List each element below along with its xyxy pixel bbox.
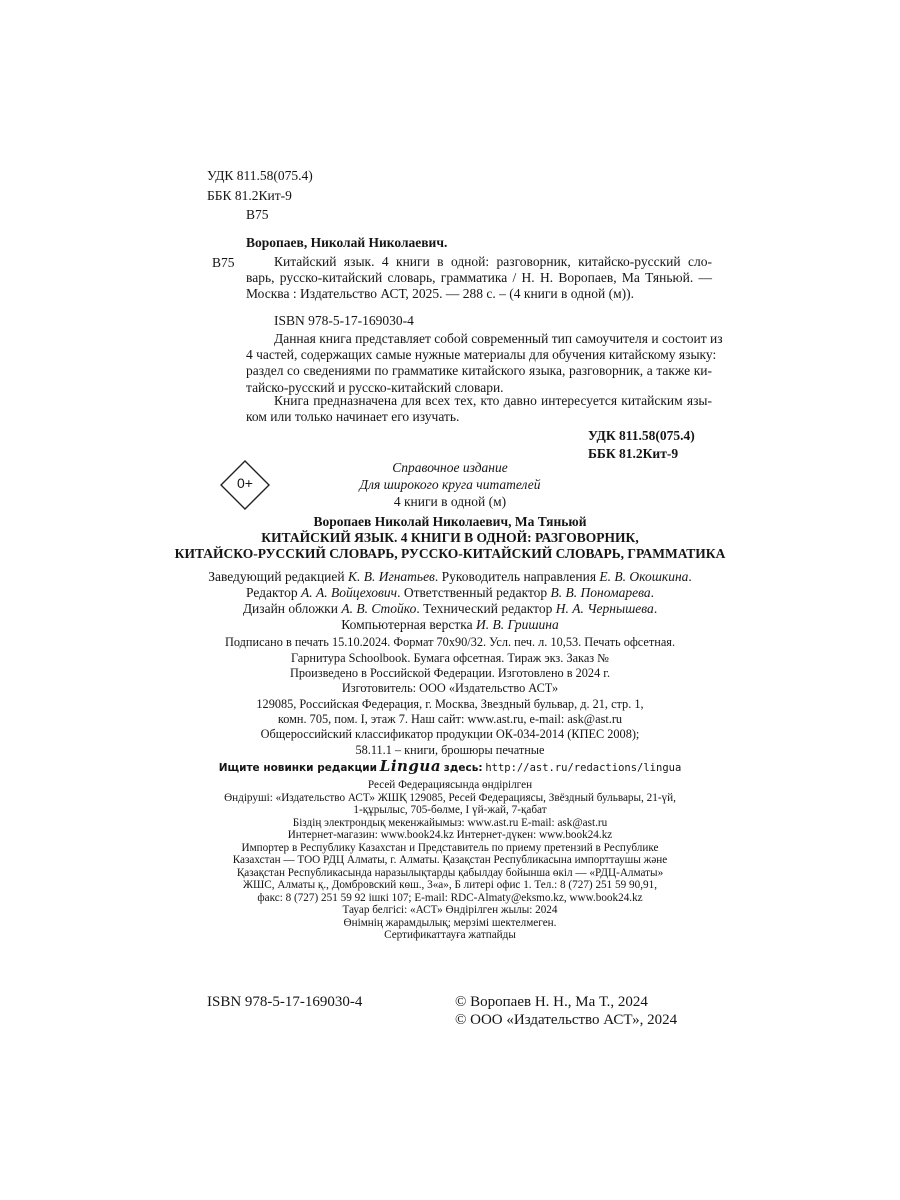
imprint-line: Произведено в Российской Федерации. Изготовлено в 2024 г.	[289, 666, 611, 680]
udk-code: УДК 811.58(075.4)	[207, 168, 313, 183]
annotation-line: Книга предназначена для всех тех, кто давно интересуется китайским язы-	[274, 393, 712, 408]
kazakh-line: Импортер в Республику Казахстан и Представитель по приему претензий в Республике	[241, 841, 659, 854]
staff-line	[150, 617, 750, 633]
lingua-url: http://ast.ru/redactions/lingua	[485, 762, 682, 774]
annotation-line: раздел со сведениями по грамматике китайского языка, разговорник, а также ки-	[246, 363, 712, 379]
staff-role: . Технический редактор	[416, 601, 556, 616]
lingua-logo: Lingua	[379, 757, 442, 775]
catalog-description	[246, 254, 712, 303]
annotation-line: тайско-русский и русско-китайский словари.	[246, 379, 504, 395]
staff-name: А. В. Стойко	[341, 601, 417, 616]
imprint-line: Гарнитура Schoolbook. Бумага офсетная. Тираж экз. Заказ №	[291, 651, 609, 665]
imprint-line: 58.11.1 – книги, брошюры печатные	[355, 743, 545, 757]
copyright-publisher: © ООО «Издательство АСТ», 2024	[455, 1012, 678, 1028]
udk-bold: УДК 811.58(075.4)	[588, 428, 695, 443]
staff-name: В. В. Пономарева	[550, 585, 651, 600]
kazakh-line: Тауар белгісі: «АСТ» Өндірілген жылы: 2024	[342, 904, 558, 916]
title-authors: Воропаев Николай Николаевич, Ма Тяньюй	[313, 514, 587, 529]
catalog-author-heading: Воропаев, Николай Николаевич.	[246, 235, 448, 250]
edition-type: Справочное издание	[392, 460, 508, 475]
staff-role: Заведующий редакцией	[208, 569, 348, 584]
kazakh-line: ЖШС, Алматы қ., Домбровский көш., 3«а», Б литері офис 1. Тел.: 8 (727) 251 59 90,91,	[242, 879, 657, 891]
staff-role: Компьютерная верстка	[341, 617, 477, 632]
description-line: Москва : Издательство АСТ, 2025. — 288 с. – (4 книги в одной (м)).	[246, 286, 634, 302]
kazakh-line: Өнімнің жарамдылық; мерзімі шектелмеген.	[343, 916, 557, 929]
copyright-authors: © Воропаев Н. Н., Ма Т., 2024	[455, 994, 648, 1010]
staff-name: Е. В. Окошкина	[599, 569, 689, 584]
imprint-line: комн. 705, пом. I, этаж 7. Наш сайт: www.ast.ru, e-mail: ask@ast.ru	[277, 712, 623, 726]
staff-role: . Руководитель направления	[434, 569, 600, 584]
kazakh-line: 1-құрылыс, 705-бөлме, I үй-жай, 7-қабат	[353, 804, 547, 816]
staff-line	[150, 569, 750, 585]
imprint-line: Общероссийский классификатор продукции ОК-034-2014 (КПЕС 2008);	[260, 727, 640, 741]
kazakh-imprint	[150, 779, 750, 942]
lingua-middle: здесь:	[443, 762, 483, 774]
edition-audience: Для широкого круга читателей	[359, 477, 541, 492]
annotation-line: Данная книга представляет собой современный тип самоучителя и состоит из	[274, 331, 723, 346]
staff-role: . Ответственный редактор	[397, 585, 551, 600]
imprint-line: Изготовитель: ООО «Издательство АСТ»	[341, 681, 559, 695]
staff-punct: .	[688, 569, 692, 584]
book-title-line-2: КИТАЙСКО-РУССКИЙ СЛОВАРЬ, РУССКО-КИТАЙСКИЙ СЛОВАРЬ, ГРАММАТИКА	[174, 546, 726, 561]
catalog-isbn: ISBN 978-5-17-169030-4	[274, 313, 414, 328]
lingua-promo	[150, 757, 750, 775]
staff-punct: .	[653, 601, 658, 616]
bbk-code: ББК 81.2Кит-9	[207, 188, 292, 203]
staff-name: Н. А. Чернышева	[555, 601, 654, 616]
description-line: варь, русско-китайский словарь, грамматика / Н. Н. Воропаев, Ма Тяньюй. —	[246, 270, 712, 286]
kazakh-line: Казахстан — ТОО РДЦ Алматы, г. Алматы. Қазақстан Республикасына импорттаушы және	[232, 854, 668, 866]
kazakh-line: Қазақстан Республикасында наразылықтарды қабылдау бойынша өкіл — «РДЦ-Алматы»	[236, 866, 664, 879]
kazakh-line: Өндіруші: «Издательство АСТ» ЖШҚ 129085, Ресей Федерациясы, Звёздный бульвары, 21-үй,	[224, 791, 676, 804]
description-line: Китайский язык. 4 книги в одной: разговорник, китайско-русский сло-	[274, 254, 712, 269]
footer-isbn: ISBN 978-5-17-169030-4	[207, 994, 363, 1010]
catalog-sign: В75	[212, 255, 235, 270]
staff-line	[150, 601, 750, 617]
age-rating-badge	[220, 460, 270, 510]
annotation-line: ком или только начинает его изучать.	[246, 409, 460, 425]
staff-role: Дизайн обложки	[242, 601, 342, 616]
staff-name: И. В. Гришина	[476, 617, 559, 632]
bbk-bold: ББК 81.2Кит-9	[588, 446, 679, 461]
staff-name: К. В. Игнатьев	[348, 569, 435, 584]
imprint-line: Подписано в печать 15.10.2024. Формат 70x90/32. Усл. печ. л. 10,53. Печать офсетная.	[224, 635, 676, 649]
staff-punct: .	[650, 585, 654, 600]
kazakh-line: Біздің электрондық мекенжайымыз: www.ast.ru E-mail: ask@ast.ru	[292, 816, 608, 829]
author-sign: В75	[246, 207, 269, 222]
lingua-prefix: Ищите новинки редакции	[218, 762, 378, 774]
book-title-line-1: КИТАЙСКИЙ ЯЗЫК. 4 КНИГИ В ОДНОЙ: РАЗГОВОРНИК,	[261, 530, 639, 545]
kazakh-line: Интернет-магазин: www.book24.kz Интернет-дүкен: www.book24.kz	[287, 829, 613, 841]
staff-role: Редактор	[246, 585, 301, 600]
annotation-line: 4 частей, содержащих самые нужные материалы для обучения китайскому языку:	[246, 347, 717, 363]
kazakh-line: Сертификаттауға жатпайды	[384, 929, 516, 941]
annotation-paragraph-1	[246, 331, 723, 396]
kazakh-line: факс: 8 (727) 251 59 92 ішкі 107; E-mail: RDC-Almaty@eksmo.kz, www.book24.kz	[257, 891, 643, 904]
age-rating-label: 0+	[237, 475, 253, 491]
annotation-paragraph-2	[246, 393, 712, 425]
edition-series: 4 книги в одной (м)	[393, 494, 507, 509]
kazakh-line: Ресей Федерациясында өндірілген	[367, 779, 533, 791]
staff-name: А. А. Войцехович	[300, 585, 398, 600]
staff-line	[150, 585, 750, 601]
imprint-line: 129085, Российская Федерация, г. Москва, Звездный бульвар, д. 21, стр. 1,	[256, 697, 644, 711]
